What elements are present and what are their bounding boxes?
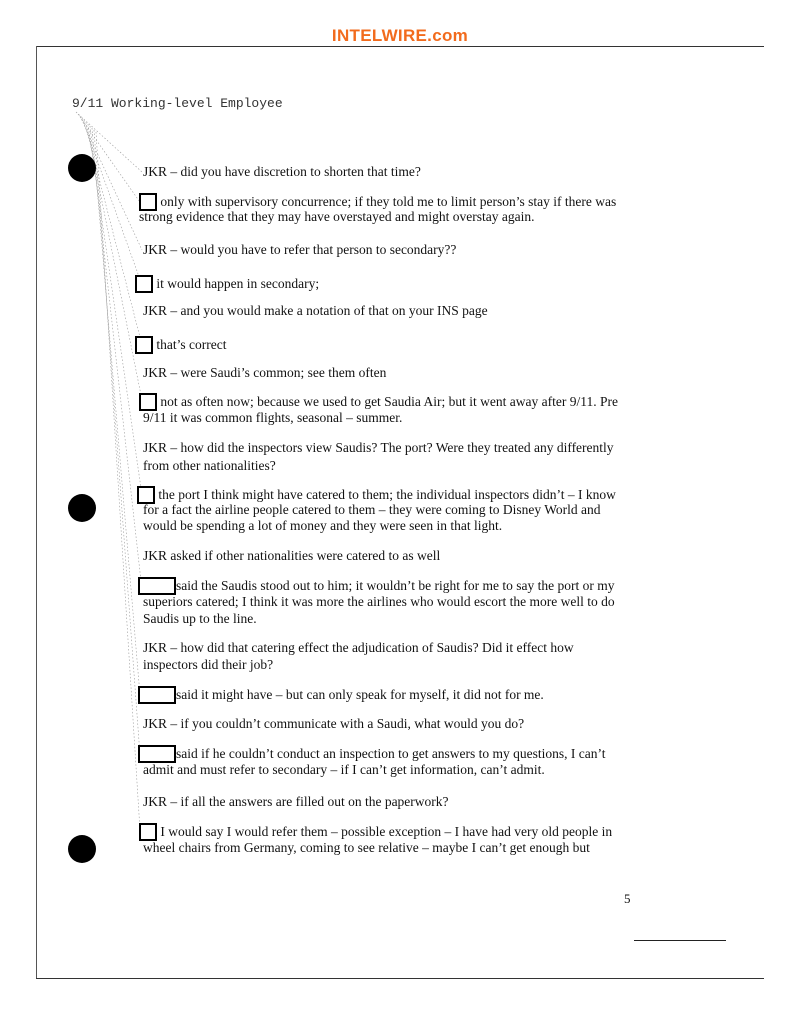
punch-hole-bottom <box>68 835 96 863</box>
intelwire-banner[interactable]: INTELWIRE.com <box>331 26 469 45</box>
redaction-box <box>138 577 176 595</box>
transcript-line: JKR – were Saudi’s common; see them often <box>143 365 387 380</box>
transcript-line: JKR – if all the answers are filled out on the paperwork? <box>143 794 449 809</box>
footer-rule <box>634 940 726 941</box>
redaction-box <box>139 393 157 411</box>
redaction-box <box>135 275 153 293</box>
transcript-line: said if he couldn’t conduct an inspection to get answers to my questions, I can’t <box>138 745 606 763</box>
page-number: 5 <box>624 891 631 906</box>
transcript-line: JKR – if you couldn’t communicate with a Saudi, what would you do? <box>143 716 525 731</box>
transcript-line: I would say I would refer them – possible exception – I have had very old people in <box>139 823 612 841</box>
transcript-line: JKR – how did the inspectors view Saudis? The port? Were they treated any differently <box>143 440 614 455</box>
document-header: 9/11 Working-level Employee <box>72 96 283 111</box>
transcript-line: superiors catered; I think it was more the airlines who would escort the more well to do <box>143 594 615 609</box>
transcript-line: strong evidence that they may have overstayed and might overstay again. <box>139 209 535 224</box>
transcript-line: would be spending a lot of money and they were seen in that light. <box>143 518 503 533</box>
transcript-line: from other nationalities? <box>143 458 276 473</box>
transcript-line: not as often now; because we used to get Saudia Air; but it went away after 9/11. Pre <box>139 393 618 411</box>
transcript-line: admit and must refer to secondary – if I can’t get information, can’t admit. <box>143 762 545 777</box>
transcript-line: JKR asked if other nationalities were catered to as well <box>143 548 441 563</box>
transcript-line: Saudis up to the line. <box>143 611 257 626</box>
transcript-line: inspectors did their job? <box>143 657 274 672</box>
transcript-line: JKR – how did that catering effect the adjudication of Saudis? Did it effect how <box>143 640 574 655</box>
transcript-line: said the Saudis stood out to him; it wouldn’t be right for me to say the port or my <box>138 577 614 595</box>
transcript-line: the port I think might have catered to them; the individual inspectors didn’t – I know <box>137 486 616 504</box>
redaction-box <box>138 686 176 704</box>
redaction-box <box>135 336 153 354</box>
transcript-line: only with supervisory concurrence; if they told me to limit person’s stay if there was <box>139 193 616 211</box>
transcript-line: wheel chairs from Germany, coming to see relative – maybe I can’t get enough but <box>143 840 590 855</box>
transcript-line: 9/11 it was common flights, seasonal – summer. <box>143 410 403 425</box>
transcript-line: JKR – did you have discretion to shorten that time? <box>143 164 421 179</box>
redaction-box <box>138 745 176 763</box>
transcript-line: that’s correct <box>135 336 226 354</box>
transcript-line: it would happen in secondary; <box>135 275 319 293</box>
redaction-box <box>139 823 157 841</box>
punch-hole-top <box>68 154 96 182</box>
punch-hole-middle <box>68 494 96 522</box>
transcript-line: JKR – and you would make a notation of that on your INS page <box>143 303 488 318</box>
transcript-line: for a fact the airline people catered to them – they were coming to Disney World and <box>143 502 601 517</box>
transcript-line: said it might have – but can only speak for myself, it did not for me. <box>138 686 544 704</box>
transcript-line: JKR – would you have to refer that person to secondary?? <box>143 242 457 257</box>
